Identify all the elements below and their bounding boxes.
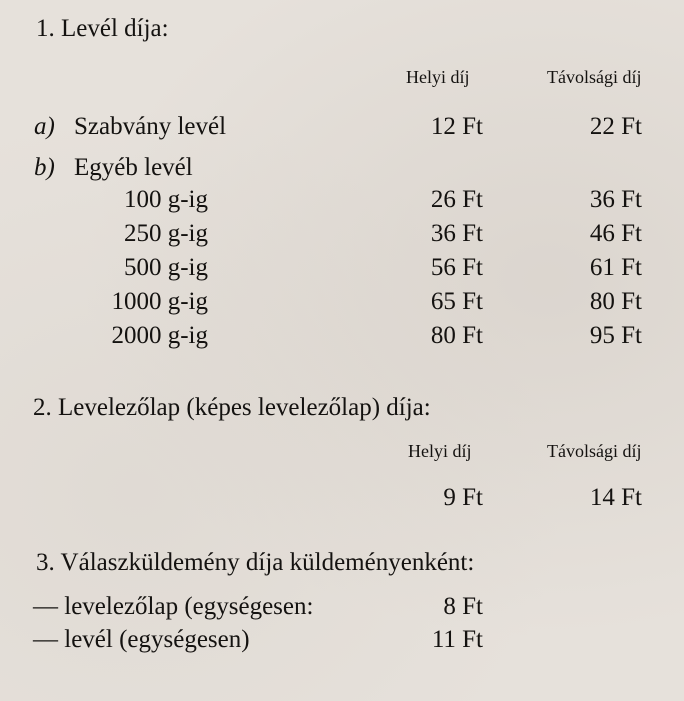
weight-row-label: 2000 g-ig [111,322,208,349]
weight-row-label: 100 g-ig [123,186,208,213]
section3-item-value: 11 Ft [431,626,483,653]
weight-row-local-price: 56 Ft [430,254,483,281]
weight-row-distance-price: 61 Ft [589,254,642,281]
weight-row-local-price: 65 Ft [430,288,483,315]
weight-row-distance-price: 46 Ft [589,220,642,247]
section3-item-label: — levél (egységesen) [33,626,250,653]
section2-heading: 2. Levelezőlap (képes levelezőlap) díja: [33,394,431,421]
item-b-marker: b) [34,154,55,181]
section1-col-local-header: Helyi díj [406,67,470,87]
section3-heading: 3. Válaszküldemény díja küldeményenként: [36,549,475,576]
weight-row-distance-price: 36 Ft [589,186,642,213]
weight-row-label: 500 g-ig [123,254,208,281]
item-a-label: Szabvány levél [74,113,227,140]
section3-item-label: — levelezőlap (egységesen: [33,593,314,620]
weight-row-label: 250 g-ig [123,220,208,247]
section2-distance-price: 14 Ft [589,484,642,511]
section3-item-value: 8 Ft [443,593,483,620]
item-a-distance-price: 22 Ft [589,113,642,140]
weight-row-local-price: 26 Ft [430,186,483,213]
section1-heading: 1. Levél díja: [36,15,169,42]
item-b-label: Egyéb levél [74,154,193,181]
weight-row-distance-price: 95 Ft [589,322,642,349]
section2-local-price: 9 Ft [443,484,483,511]
weight-row-label: 1000 g-ig [111,288,208,315]
section2-col-local-header: Helyi díj [408,441,472,461]
item-a-marker: a) [34,113,55,140]
weight-row-distance-price: 80 Ft [589,288,642,315]
item-a-local-price: 12 Ft [430,113,483,140]
section1-col-distance-header: Távolsági díj [547,67,642,87]
weight-row-local-price: 36 Ft [430,220,483,247]
section2-col-distance-header: Távolsági díj [547,441,642,461]
weight-row-local-price: 80 Ft [430,322,483,349]
